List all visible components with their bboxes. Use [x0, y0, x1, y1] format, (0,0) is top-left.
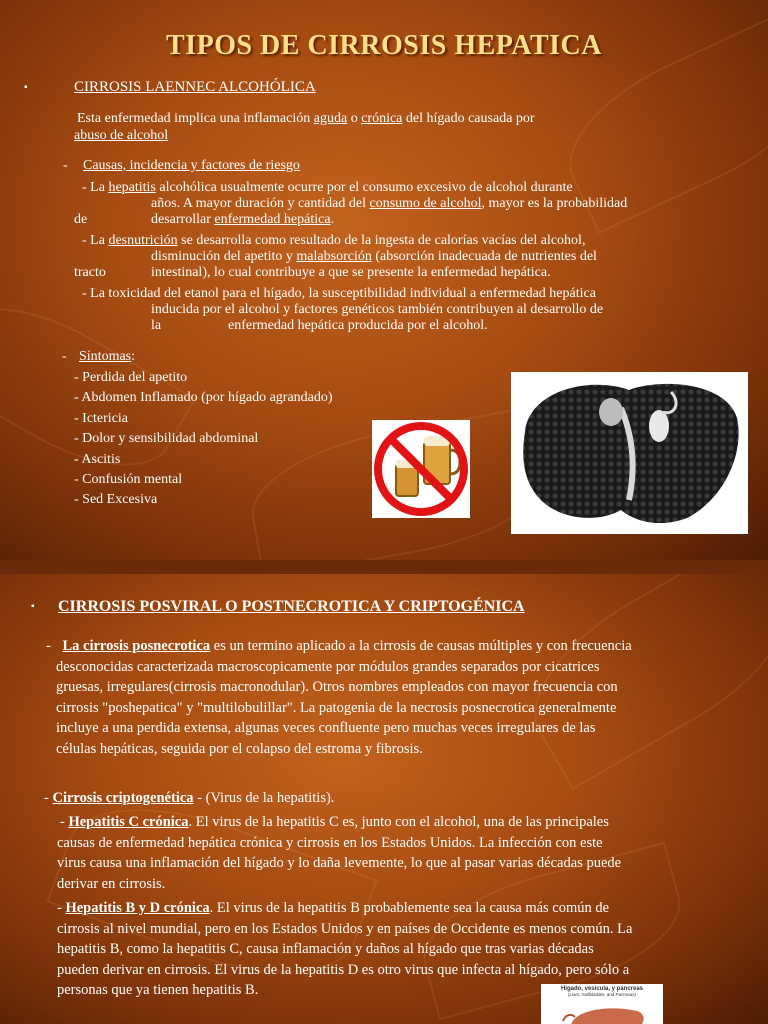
link-aguda[interactable]: aguda	[313, 111, 348, 126]
cause-1-line-3: desarrollar enfermedad hepática.	[151, 212, 335, 227]
hepatitis-bd-line-1: - Hepatitis B y D crónica. El virus de la hepatitis B probablemente sea la causa más común de	[57, 900, 610, 916]
cause-1-line-1: - La hepatitis alcohólica usualmente ocurre por el consumo excesivo de alcohol durante	[82, 180, 573, 195]
criptogenetica-line: - Cirrosis criptogenética - (Virus de la hepatitis).	[44, 790, 335, 806]
link-cronica[interactable]: crónica	[361, 111, 403, 126]
causes-heading: Causas, incidencia y factores de riesgo	[83, 158, 300, 173]
cause-2-line-1: - La desnutrición se desarrolla como resultado de la ingesta de calorías vacías del alcohol,	[82, 233, 586, 248]
symptoms-heading: Síntomas:	[79, 349, 136, 364]
cause-3-line-1: - La toxicidad del etanol para el hígado, la susceptibilidad individual a enfermedad hepática	[82, 286, 596, 301]
cause-2-line-3-left: tracto	[74, 265, 106, 280]
cause-3-line-2: inducida por el alcohol y factores genéticos también contribuyen al desarrollo de	[151, 302, 604, 317]
diagram-subcaption: (Liver, Gallbladder, and Pancreas)	[567, 992, 637, 997]
link-enfermedad-hepatica[interactable]: enfermedad hepática	[214, 212, 331, 227]
link-hepatitis[interactable]: hepatitis	[108, 180, 156, 195]
cirrhotic-liver-photo	[511, 372, 748, 534]
liver-diagram	[541, 984, 663, 1024]
list-item: - Dolor y sensibilidad abdominal	[74, 431, 259, 447]
bullet-icon: ▪	[31, 601, 35, 612]
hepatitis-c-paragraph: causas de enfermedad hepática crónica y cirrosis en los Estados Unidos. La infección con este virus causa una inflamación del hígado y lo daña levemente, lo que al pasar varias décadas puede derivar en cirrosis.	[57, 834, 622, 892]
posnecrotica-line-1: - La cirrosis posnecrotica es un termino aplicado a la cirrosis de causas múltiples y con frecuencia	[46, 638, 632, 654]
bullet-icon: ▪	[24, 82, 28, 93]
term-posnecrotica: La cirrosis posnecrotica	[62, 638, 211, 654]
hepatitis-bd-paragraph: cirrosis al nivel mundial, pero en los Estados Unidos y en países de Occidente es menos común. La hepatitis B, como la hepatitis C, causa inflamación y daños al hígado que tras varias décadas pueden derivar en cirrosis. El virus de la hepatitis D es otro virus que infecta al hígado, pero sólo a personas que ya tienen hepatitis B.	[57, 920, 633, 998]
list-item: - Ascitis	[74, 451, 121, 467]
slide-2	[0, 574, 768, 1024]
link-malabsorcion[interactable]: malabsorción	[296, 249, 372, 264]
no-alcohol-image	[372, 420, 470, 518]
term-hepatitis-c: Hepatitis C crónica	[68, 814, 189, 830]
cause-3-line-3: enfermedad hepática producida por el alcohol.	[228, 318, 488, 333]
list-item: - Ictericia	[74, 410, 129, 426]
list-item: - Confusión mental	[74, 472, 183, 488]
diagram-caption: Hígado, vesícula, y páncreas	[560, 986, 644, 992]
list-item: - Abdomen Inflamado (por hígado agrandado)	[74, 390, 333, 406]
posnecrotica-paragraph: desconocidas caracterizada macroscopicamente por módulos grandes separados por cicatrices gruesas, irregulares(cirrosis macronodular). Otros nombres empleados con mayor frecuencia con cirrosis "poshepatica" y "multilobulillar". La patogenia de la necrosis posnecrotica generalmente incluye a una perdida extensa, algunas veces confluente pero muchas veces irregulares de las células hepáticas, seguida por el colapso del estroma y fibrosis.	[56, 658, 618, 757]
symptoms-list	[74, 368, 333, 511]
hepatitis-c-line-1: - Hepatitis C crónica. El virus de la hepatitis C es, junto con el alcohol, una de las principales	[60, 814, 609, 830]
term-hepatitis-bd: Hepatitis B y D crónica	[65, 900, 210, 916]
link-desnutricion[interactable]: desnutrición	[108, 233, 178, 248]
cause-1-line-3-left: de	[74, 212, 88, 227]
cause-1-line-2: años. A mayor duración y cantidad del consumo de alcohol, mayor es la probabilidad	[151, 196, 628, 211]
dash: -	[63, 158, 68, 173]
list-item: - Sed Excesiva	[74, 492, 158, 508]
cause-2-line-2: disminución del apetito y malabsorción (absorción inadecuada de nutrientes del	[151, 249, 597, 264]
slide-divider	[0, 560, 768, 574]
dash: -	[62, 349, 67, 364]
cause-3-line-3-left: la	[151, 318, 162, 333]
list-item: - Perdida del apetito	[74, 370, 188, 385]
link-consumo-de-alcohol[interactable]: consumo de alcohol	[369, 196, 482, 211]
intro-paragraph: Esta enfermedad implica una inflamación aguda o crónica del hígado causada por	[77, 111, 535, 126]
link-abuso-de-alcohol[interactable]: abuso de alcohol	[74, 128, 169, 143]
term-criptogenetica: Cirrosis criptogenética	[52, 790, 194, 806]
section-heading-laennec: CIRROSIS LAENNEC ALCOHÓLICA	[74, 79, 316, 95]
slide-title: TIPOS DE CIRROSIS HEPATICA	[166, 30, 602, 61]
cause-2-line-3: intestinal), lo cual contribuye a que se presente la enfermedad hepática.	[151, 265, 551, 280]
section-heading-posviral: CIRROSIS POSVIRAL O POSTNECROTICA Y CRIPTOGÉNICA	[58, 598, 525, 615]
